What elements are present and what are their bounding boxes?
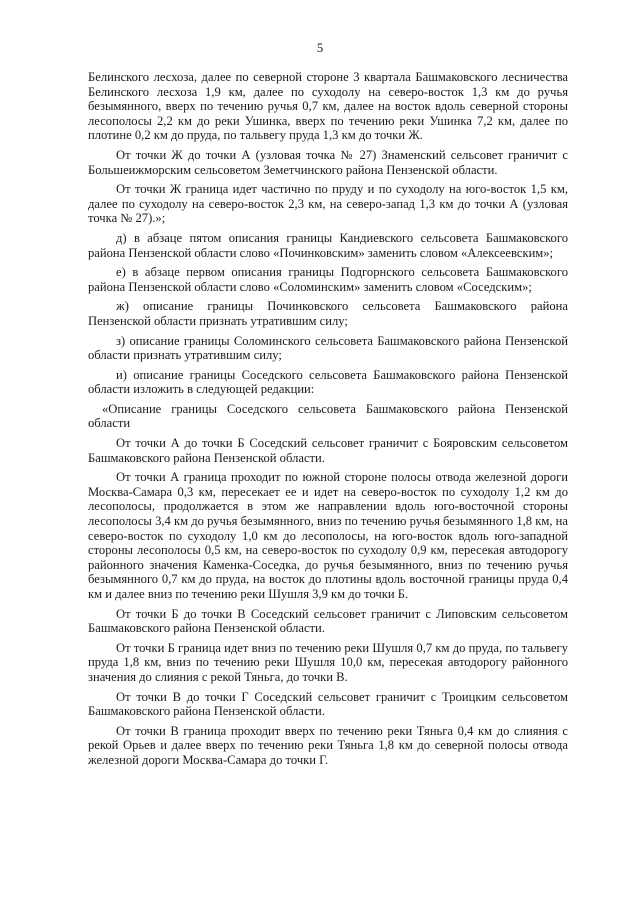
- page-number: 5: [316, 41, 324, 55]
- paragraph-boundary-a-b-route: От точки А граница проходит по южной стороне полосы отвода железной дороги Москва-Самара 0,3 км, пересекает ее и идет на северо-восток по суходолу 1,2 км до лесополосы, продолжается в этом же направлении вдоль юго-восточной стороны лесополосы 3,4 км до ручья безымянного, вниз по течению ручья безымянного 1,8 км, на северо-восток по суходолу 1,0 км до лесополосы, на юго-восток вдоль юго-западной стороны лесополосы 0,5 км, на северо-восток по суходолу 0,9 км, пересекая автодорогу районного значения Каменка-Соседка, до ручья безымянного, вниз по течению ручья безымянного 0,7 км до пруда, на восток до плотины вдоль восточной границы пруда 0,4 км и далее вниз по течению реки Шушля 3,9 км до точки Б.: [88, 470, 568, 601]
- list-item-d: д) в абзаце пятом описания границы Кандиевского сельсовета Башмаковского района Пензенской области слово «Починковским» заменить словом «Алексеевским»;: [88, 230, 568, 260]
- paragraph-boundary-zh-a-route: От точки Ж граница идет частично по пруду и по суходолу на юго-восток 1,5 км, далее по суходолу на северо-восток 2,3 км, на северо-запад 1,3 км до точки А (узловая точка № 27).»;: [88, 182, 568, 226]
- paragraph-boundary-b-v-route: От точки Б граница идет вниз по течению реки Шушля 0,7 км до пруда, по тальвегу пруда 1,8 км, вниз по течению реки Шушля 10,0 км, пересекая автодорогу районного значения до слияния с рекой Тяньга, до точки В.: [88, 640, 568, 684]
- list-item-e: е) в абзаце первом описания границы Подгорнского сельсовета Башмаковского района Пензенской области слово «Соломинским» заменить словом «Соседским»;: [88, 265, 568, 294]
- document-body: [88, 70, 568, 773]
- list-item-z: з) описание границы Соломинского сельсовета Башмаковского района Пензенской области признать утратившим силу;: [88, 333, 568, 363]
- paragraph-boundary-b-v: От точки Б до точки В Соседский сельсовет граничит с Липовским сельсоветом Башмаковского района Пензенской области.: [88, 606, 568, 636]
- paragraph-boundary-a-b: От точки А до точки Б Соседский сельсовет граничит с Бояровским сельсоветом Башмаковского района Пензенской области.: [88, 436, 568, 465]
- paragraph-boundary-zh-a: От точки Ж до точки А (узловая точка № 27) Знаменский сельсовет граничит с Большеижморским сельсоветом Земетчинского района Пензенской области.: [88, 147, 568, 177]
- paragraph-continuation: Белинского лесхоза, далее по северной стороне 3 квартала Башмаковского лесничества Белинского лесхоза 1,9 км, далее по суходолу на северо-восток 1,3 км до ручья безымянного, вверх по течению ручья 0,7 км, далее на восток вдоль северной стороны лесополосы 2,2 км до реки Ушинка, вверх по течению реки Ушинка 7,2 км, далее по плотине 0,2 км до пруда, по тальвегу пруда 1,3 км до точки Ж.: [88, 70, 568, 143]
- paragraph-boundary-v-g-route: От точки В граница проходит вверх по течению реки Тяньга 0,4 км до слияния с рекой Орьев и далее вверх по течению реки Тяньга 1,8 км до северной полосы отвода железной дороги Москва-Самара до точки Г.: [88, 723, 568, 767]
- list-item-zh: ж) описание границы Починковского сельсовета Башмаковского района Пензенской области признать утратившим силу;: [88, 299, 568, 328]
- list-item-i: и) описание границы Соседского сельсовета Башмаковского района Пензенской области изложить в следующей редакции:: [88, 367, 568, 397]
- section-heading-sosedsky: «Описание границы Соседского сельсовета Башмаковского района Пензенской области: [88, 401, 568, 431]
- paragraph-boundary-v-g: От точки В до точки Г Соседский сельсовет граничит с Троицким сельсоветом Башмаковского района Пензенской области.: [88, 689, 568, 719]
